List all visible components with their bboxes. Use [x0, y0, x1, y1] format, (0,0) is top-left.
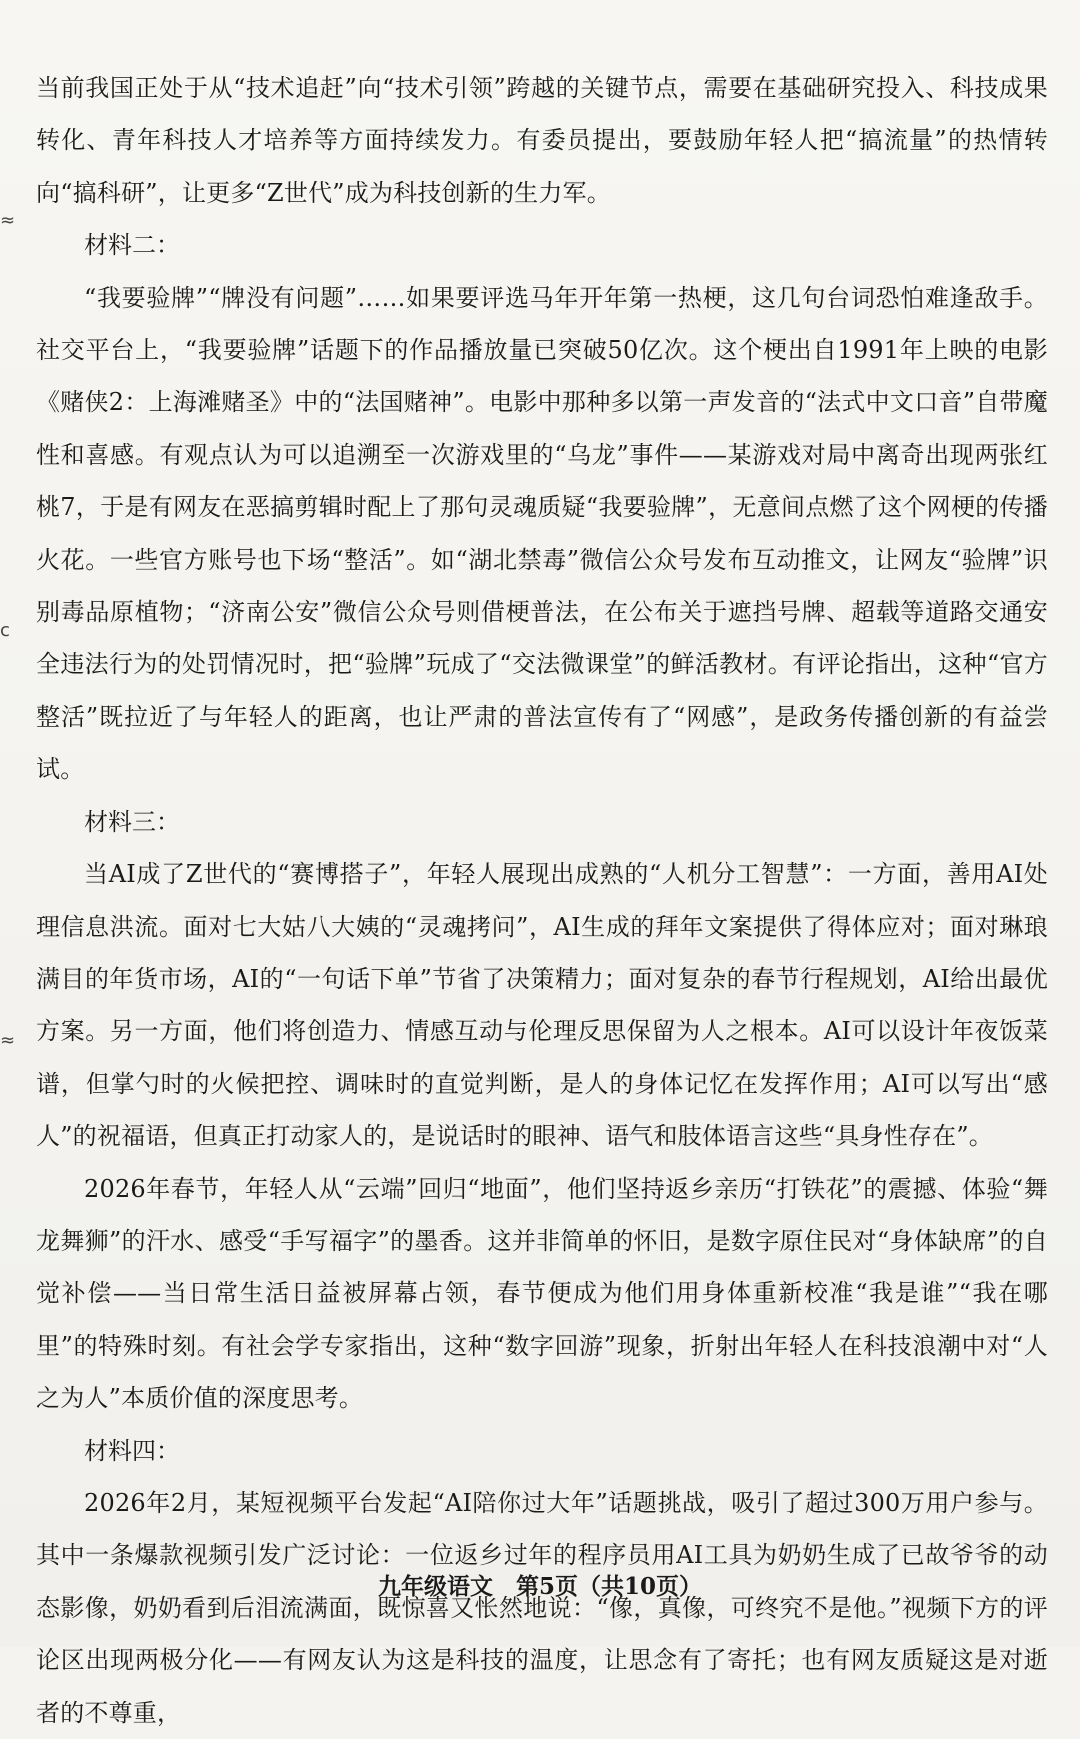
heading-material-2: 材料二： [84, 231, 180, 260]
page-content [36, 62, 1048, 1739]
paragraph-intro: 当前我国正处于从“技术追赶”向“技术引领”跨越的关键节点，需要在基础研究投入、科技成果转化、青年科技人才培养等方面持续发力。有委员提出，要鼓励年轻人把“搞流量”的热情转向“搞科研”，让更多“Z世代”成为科技创新的生力军。 [36, 74, 1048, 207]
paragraph-material-3b: 2026年春节，年轻人从“云端”回归“地面”，他们坚持返乡亲历“打铁花”的震撼、体验“舞龙舞狮”的汗水、感受“手写福字”的墨香。这并非简单的怀旧，是数字原住民对“身体缺席”的自觉补偿——当日常生活日益被屏幕占领，春节便成为他们用身体重新校准“我是谁”“我在哪里”的特殊时刻。有社会学专家指出，这种“数字回游”现象，折射出年轻人在科技浪潮中对“人之为人”本质价值的深度思考。 [36, 1174, 1048, 1413]
paragraph-material-3a: 当AI成了Z世代的“赛博搭子”，年轻人展现出成熟的“人机分工智慧”：一方面，善用AI处理信息洪流。面对七大姑八大姨的“灵魂拷问”，AI生成的拜年文案提供了得体应对；面对琳琅满目的年货市场，AI的“一句话下单”节省了决策精力；面对复杂的春节行程规划，AI给出最优方案。另一方面，他们将创造力、情感互动与伦理反思保留为人之根本。AI可以设计年夜饭菜谱，但掌勺时的火候把控、调味时的直觉判断，是人的身体记忆在发挥作用；AI可以写出“感人”的祝福语，但真正打动家人的，是说话时的眼神、语气和肢体语言这些“具身性存在”。 [36, 860, 1048, 1151]
paragraph-material-4: 2026年2月，某短视频平台发起“AI陪你过大年”话题挑战，吸引了超过300万用户参与。其中一条爆款视频引发广泛讨论：一位返乡过年的程序员用AI工具为奶奶生成了已故爷爷的动态影像，奶奶看到后泪流满面，既惊喜又怅然地说：“像，真像，可终究不是他。”视频下方的评论区出现两极分化——有网友认为这是科技的温度，让思念有了寄托；也有网友质疑这是对逝者的不尊重， [36, 1488, 1048, 1727]
page-footer: 九年级语文 第5页（共10页） [377, 1573, 702, 1600]
heading-material-3: 材料三： [84, 807, 180, 836]
binding-margin-mark: ≈ [0, 210, 16, 231]
heading-material-4: 材料四： [84, 1436, 180, 1465]
paragraph-material-2: “我要验牌”“牌没有问题”……如果要评选马年开年第一热梗，这几句台词恐怕难逢敌手。社交平台上，“我要验牌”话题下的作品播放量已突破50亿次。这个梗出自1991年上映的电影《赌侠2：上海滩赌圣》中的“法国赌神”。电影中那种多以第一声发音的“法式中文口音”自带魔性和喜感。有观点认为可以追溯至一次游戏里的“乌龙”事件——某游戏对局中离奇出现两张红桃7，于是有网友在恶搞剪辑时配上了那句灵魂质疑“我要验牌”，无意间点燃了这个网梗的传播火花。一些官方账号也下场“整活”。如“湖北禁毒”微信公众号发布互动推文，让网友“验牌”识别毒品原植物；“济南公安”微信公众号则借梗普法，在公布关于遮挡号牌、超载等道路交通安全违法行为的处罚情况时，把“验牌”玩成了“交法微课堂”的鲜活教材。有评论指出，这种“官方整活”既拉近了与年轻人的距离，也让严肃的普法宣传有了“网感”，是政务传播创新的有益尝试。 [36, 283, 1048, 784]
binding-margin-mark: ≈ [0, 1030, 16, 1051]
binding-margin-mark: c [0, 620, 10, 641]
